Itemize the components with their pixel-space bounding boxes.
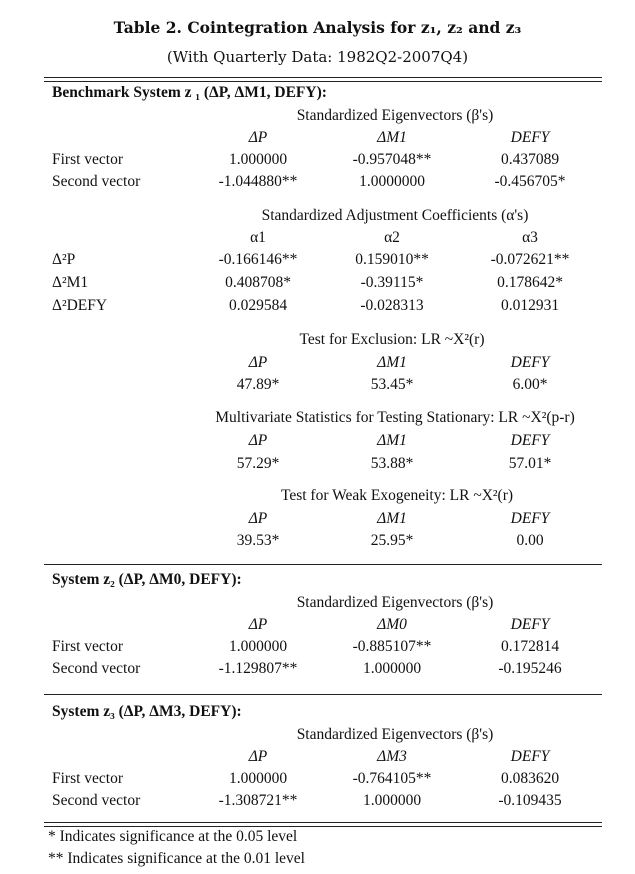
system3-eig-title: Standardized Eigenvectors (β's)	[296, 726, 494, 743]
table-cell: 0.159010**	[355, 251, 429, 268]
col-header: ΔM1	[377, 354, 407, 371]
col-header: ΔM1	[377, 510, 407, 527]
table-cell: -0.764105**	[352, 770, 432, 787]
col-header: α3	[522, 229, 538, 246]
table-cell: -1.308721**	[218, 792, 298, 809]
table-cell: -0.109435	[498, 792, 562, 809]
col-header: ΔP	[248, 129, 268, 146]
col-header: ΔM3	[377, 748, 407, 765]
table-cell: 1.000000	[362, 792, 422, 809]
benchmark-eig-title: Standardized Eigenvectors (β's)	[296, 107, 494, 124]
table-cell: 0.012931	[500, 297, 560, 314]
col-header: ΔP	[248, 616, 268, 633]
table-cell: 0.172814	[500, 638, 560, 655]
top-rule	[44, 77, 602, 82]
table-cell: 0.408708*	[225, 274, 291, 291]
table-cell: 1.0000000	[359, 173, 425, 190]
table-cell: 39.53*	[236, 532, 280, 549]
exclusion-title: Test for Exclusion: LR ~X²(r)	[299, 331, 485, 348]
table-cell: -0.028313	[360, 297, 424, 314]
table-cell: -0.195246	[498, 660, 562, 677]
col-header: ΔP	[248, 354, 268, 371]
section-divider	[44, 694, 602, 695]
row-label: First vector	[52, 151, 124, 168]
system2-heading: System z₂ (ΔP, ΔM0, DEFY):	[52, 571, 242, 588]
col-header: ΔM0	[377, 616, 407, 633]
footnote: * Indicates significance at the 0.05 level	[48, 828, 298, 845]
row-label: Δ²DEFY	[52, 297, 108, 314]
adjustment-title: Standardized Adjustment Coefficients (α's)	[261, 207, 529, 224]
table-cell: 53.45*	[370, 376, 414, 393]
table-cell: 25.95*	[370, 532, 414, 549]
table-cell: 0.178642*	[497, 274, 563, 291]
table-cell: 0.00	[516, 532, 544, 549]
table-cell: 0.029584	[228, 297, 288, 314]
bottom-rule	[44, 822, 602, 827]
system2-eig-title: Standardized Eigenvectors (β's)	[296, 594, 494, 611]
col-header: ΔP	[248, 432, 268, 449]
table-cell: -0.39115*	[360, 274, 424, 291]
col-header: α1	[250, 229, 266, 246]
table-cell: 47.89*	[236, 376, 280, 393]
col-header: DEFY	[510, 432, 550, 449]
col-header: ΔM1	[377, 129, 407, 146]
row-label: Second vector	[52, 173, 141, 190]
table-cell: 1.000000	[228, 770, 288, 787]
footnote: ** Indicates significance at the 0.01 level	[48, 850, 305, 867]
table-cell: -1.044880**	[218, 173, 298, 190]
col-header: ΔP	[248, 510, 268, 527]
col-header: ΔM1	[377, 432, 407, 449]
table-cell: 0.083620	[500, 770, 560, 787]
weak-exogeneity-title: Test for Weak Exogeneity: LR ~X²(r)	[280, 487, 514, 504]
col-header: ΔP	[248, 748, 268, 765]
table-cell: -1.129807**	[218, 660, 298, 677]
table-cell: 53.88*	[370, 455, 414, 472]
col-header: α2	[384, 229, 400, 246]
row-label: First vector	[52, 638, 124, 655]
row-label: Second vector	[52, 660, 141, 677]
table-title: Table 2. Cointegration Analysis for z₁, z₂ and z₃	[113, 18, 522, 37]
stationary-title: Multivariate Statistics for Testing Stationary: LR ~X²(p-r)	[215, 409, 575, 426]
table-cell: 0.437089	[500, 151, 560, 168]
row-label: Δ²P	[52, 251, 76, 268]
table-cell: 1.000000	[362, 660, 422, 677]
col-header: DEFY	[510, 748, 550, 765]
table-cell: 1.000000	[228, 151, 288, 168]
row-label: Δ²M1	[52, 274, 89, 291]
table-cell: -0.072621**	[490, 251, 570, 268]
row-label: Second vector	[52, 792, 141, 809]
system3-heading: System z₃ (ΔP, ΔM3, DEFY):	[52, 703, 242, 720]
table-cell: 57.29*	[236, 455, 280, 472]
col-header: DEFY	[510, 129, 550, 146]
section-divider	[44, 564, 602, 565]
table-cell: -0.166146**	[218, 251, 298, 268]
table-cell: 57.01*	[508, 455, 552, 472]
benchmark-heading: Benchmark System z ₁ (ΔP, ΔM1, DEFY):	[52, 84, 327, 101]
row-label: First vector	[52, 770, 124, 787]
table-cell: -0.957048**	[352, 151, 432, 168]
table-subtitle: (With Quarterly Data: 1982Q2-2007Q4)	[166, 48, 469, 66]
table-cell: -0.885107**	[352, 638, 432, 655]
table-cell: 1.000000	[228, 638, 288, 655]
col-header: DEFY	[510, 354, 550, 371]
table-cell: -0.456705*	[494, 173, 566, 190]
col-header: DEFY	[510, 616, 550, 633]
col-header: DEFY	[510, 510, 550, 527]
table-cell: 6.00*	[512, 376, 548, 393]
